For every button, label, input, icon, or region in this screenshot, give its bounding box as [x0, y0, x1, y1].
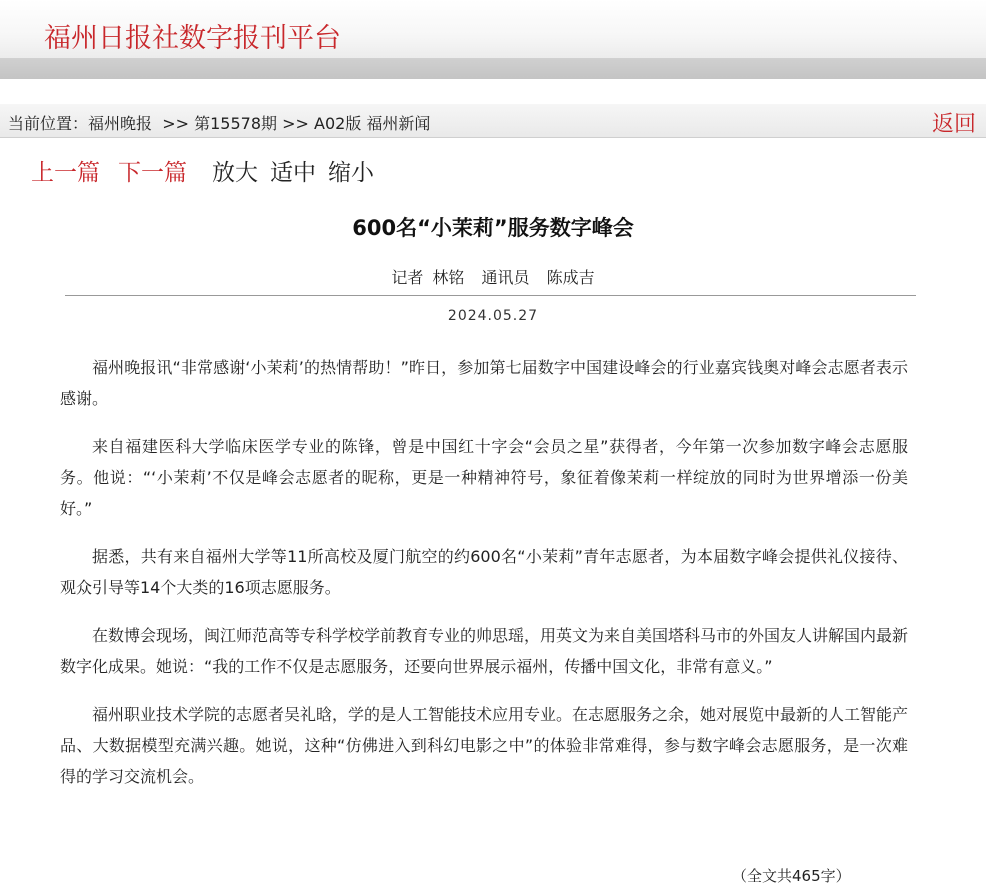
byline-correspondent: 通讯员: [481, 268, 530, 287]
byline-name: 陈成吉: [546, 268, 595, 287]
article-paragraph: 据悉，共有来自福州大学等11所高校及厦门航空的约600名“小茉莉”青年志愿者，为本届数字峰会提供礼仪接待、观众引导等14个大类的16项志愿服务。: [60, 547, 908, 597]
article-toolbar: [0, 138, 986, 198]
article-paragraph: 在数博会现场，闽江师范高等专科学校学前教育专业的帅思瑶，用英文为来自美国塔科马市的外国友人讲解国内最新数字化成果。她说：“我的工作不仅是志愿服务，还要向世界展示福州，传播中国文化，非常有意义。”: [60, 626, 909, 676]
article-body: [60, 352, 908, 792]
breadcrumb-page-link[interactable]: >> A02版 福州新闻: [282, 114, 431, 133]
zoom-in-button[interactable]: 放大: [212, 160, 258, 186]
breadcrumb-bar: [0, 104, 986, 138]
byline: [0, 265, 986, 291]
article-paragraph: 福州晚报讯“非常感谢‘小茉莉’的热情帮助！”昨日，参加第七届数字中国建设峰会的行业嘉宾钱奥对峰会志愿者表示感谢。: [60, 358, 908, 408]
back-button[interactable]: 返回: [931, 112, 976, 137]
article-title: 600名“小茉莉”服务数字峰会: [352, 216, 634, 240]
next-article-button[interactable]: 下一篇: [118, 160, 187, 186]
article-paragraph: 来自福建医科大学临床医学专业的陈锋，曾是中国红十字会“会员之星”获得者，今年第一次参加数字峰会志愿服务。他说：“‘小茉莉’不仅是峰会志愿者的昵称，更是一种精神符号，象征着像茉莉一样绽放的同时为世界增添一份美好。”: [60, 437, 908, 518]
zoom-out-button[interactable]: 缩小: [328, 160, 374, 186]
site-header: [0, 0, 986, 58]
header-divider-bar: [0, 58, 986, 79]
site-title: 福州日报社数字报刊平台: [44, 23, 341, 54]
breadcrumb-issue-link[interactable]: >> 第15578期: [162, 114, 278, 133]
prev-article-button[interactable]: 上一篇: [31, 160, 100, 186]
article-paragraph: 福州职业技术学院的志愿者吴礼晗，学的是人工智能技术应用专业。在志愿服务之余，她对展览中最新的人工智能产品、大数据模型充满兴趣。她说，这种“仿佛进入到科幻电影之中”的体验非常难得，参与数字峰会志愿服务，是一次难得的学习交流机会。: [60, 705, 909, 786]
title-divider: [65, 295, 916, 296]
breadcrumb-label: 当前位置：: [8, 114, 89, 133]
breadcrumb: [8, 111, 430, 134]
fit-size-button[interactable]: 适中: [270, 160, 316, 186]
breadcrumb-paper-link[interactable]: 福州晚报: [88, 114, 153, 133]
word-count: （全文共465字）: [732, 867, 851, 885]
article-date: 2024.05.27: [447, 308, 539, 324]
byline-reporter: 记者 林铭: [391, 268, 465, 287]
